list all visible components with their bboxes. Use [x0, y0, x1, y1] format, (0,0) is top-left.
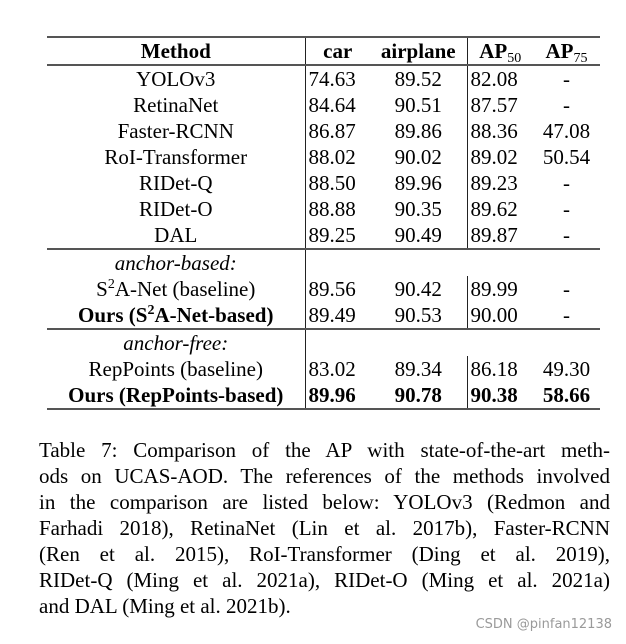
cell-car: 89.56: [305, 276, 370, 302]
cell-ap50: 89.99: [467, 276, 533, 302]
caption-line: Farhadi 2018), RetinaNet (Lin et al. 2017b), Faster-RCNN: [39, 516, 610, 540]
cell-car: 89.96: [305, 382, 370, 409]
cell-ap75: -: [563, 277, 570, 301]
cell-ap75: -: [563, 303, 570, 327]
cell-ap75: -: [563, 67, 570, 91]
cell-ap50: 88.36: [467, 118, 533, 144]
cell-airplane: 90.78: [394, 383, 442, 407]
cell-ap75: -: [563, 93, 570, 117]
cell-method: RIDet-Q: [139, 171, 213, 195]
cell-ap75: 47.08: [542, 119, 591, 143]
cell-method: Faster-RCNN: [117, 119, 234, 143]
cell-car: 86.87: [305, 118, 370, 144]
method-text: Ours (S: [78, 303, 148, 327]
method-superscript: 2: [147, 303, 155, 318]
table-row: [47, 65, 600, 92]
method-text: A-Net (baseline): [114, 277, 256, 301]
table-row: [47, 222, 600, 249]
method-superscript: 2: [107, 277, 115, 292]
cell-airplane: 90.42: [394, 277, 442, 301]
cell-car: 89.25: [305, 222, 370, 249]
table-row: [47, 92, 600, 118]
header-ap75-sub: 75: [573, 51, 588, 66]
table-row: [47, 118, 600, 144]
table-row: [47, 196, 600, 222]
cell-ap75: 50.54: [542, 145, 591, 169]
header-ap50-sub: 50: [507, 51, 522, 66]
caption-line: and DAL (Ming et al. 2021b).: [39, 594, 291, 618]
table-row: [47, 302, 600, 329]
empty-cell: [305, 249, 370, 276]
cell-ap75: -: [563, 223, 570, 247]
method-text: A-Net-based): [154, 303, 274, 327]
empty-cell: [533, 249, 600, 276]
table-row: [47, 276, 600, 302]
cell-airplane: 89.34: [394, 357, 442, 381]
method-text: S: [96, 277, 108, 301]
cell-airplane: 89.52: [394, 67, 442, 91]
cell-method: RepPoints (baseline): [88, 357, 263, 381]
empty-cell: [370, 329, 467, 356]
watermark: CSDN @pinfan12138: [475, 617, 612, 632]
cell-method: DAL: [154, 223, 198, 247]
cell-airplane: 90.49: [394, 223, 442, 247]
cell-airplane: 90.35: [394, 197, 442, 221]
cell-ap50: 89.87: [467, 222, 533, 249]
group-label-row-anchor-based: [47, 249, 600, 276]
cell-ap50: 90.38: [467, 382, 533, 409]
empty-cell: [467, 249, 533, 276]
cell-ap75: -: [563, 197, 570, 221]
header-ap75-base: AP: [545, 39, 574, 63]
results-table: [47, 36, 600, 410]
cell-ap50: 89.02: [467, 144, 533, 170]
header-airplane: airplane: [380, 39, 456, 63]
cell-airplane: 90.53: [394, 303, 442, 327]
cell-method: [47, 276, 305, 302]
cell-ap50: 89.62: [467, 196, 533, 222]
cell-ap50: 82.08: [467, 65, 533, 92]
cell-method: YOLOv3: [136, 67, 216, 91]
cell-airplane: 89.86: [394, 119, 442, 143]
cell-method: RoI-Transformer: [104, 145, 248, 169]
group-label-anchor-based: anchor-based:: [114, 251, 237, 275]
header-method: Method: [140, 39, 211, 63]
cell-car: 84.64: [305, 92, 370, 118]
empty-cell: [370, 249, 467, 276]
cell-car: 88.88: [305, 196, 370, 222]
cell-ap75: 58.66: [542, 383, 591, 407]
results-table-container: [47, 36, 600, 410]
cell-method: [47, 302, 305, 329]
table-row: [47, 382, 600, 409]
caption-line: RIDet-Q (Ming et al. 2021a), RIDet-O (Ming et al. 2021a): [39, 568, 610, 592]
cell-car: 83.02: [305, 356, 370, 382]
empty-cell: [533, 329, 600, 356]
table-row: [47, 144, 600, 170]
cell-airplane: 90.51: [394, 93, 442, 117]
cell-airplane: 90.02: [394, 145, 442, 169]
cell-ap75: 49.30: [542, 357, 591, 381]
caption-line: ods on UCAS-AOD. The references of the methods involved: [39, 464, 610, 488]
cell-method: RetinaNet: [133, 93, 219, 117]
table-row: [47, 170, 600, 196]
caption-line: Table 7: Comparison of the AP with state-of-the-art meth-: [39, 438, 610, 462]
cell-airplane: 89.96: [394, 171, 442, 195]
header-ap50-base: AP: [479, 39, 508, 63]
caption-line: (Ren et al. 2015), RoI-Transformer (Ding et al. 2019),: [39, 542, 610, 566]
group-label-anchor-free: anchor-free:: [123, 331, 229, 355]
cell-ap75: -: [563, 171, 570, 195]
group-label-row-anchor-free: [47, 329, 600, 356]
header-row: [47, 37, 600, 65]
cell-car: 88.02: [305, 144, 370, 170]
cell-car: 88.50: [305, 170, 370, 196]
header-ap50: [467, 37, 533, 65]
header-ap75: [533, 37, 600, 65]
table-row: [47, 356, 600, 382]
cell-car: 74.63: [305, 65, 370, 92]
caption-line: in the comparison are listed below: YOLOv3 (Redmon and: [39, 490, 610, 514]
header-car: car: [305, 37, 370, 65]
empty-cell: [305, 329, 370, 356]
cell-method: RIDet-O: [139, 197, 213, 221]
cell-car: 89.49: [305, 302, 370, 329]
cell-ap50: 86.18: [467, 356, 533, 382]
table-caption: [39, 437, 610, 619]
cell-method: Ours (RepPoints-based): [68, 383, 284, 407]
cell-ap50: 89.23: [467, 170, 533, 196]
cell-ap50: 87.57: [467, 92, 533, 118]
empty-cell: [467, 329, 533, 356]
cell-ap50: 90.00: [467, 302, 533, 329]
